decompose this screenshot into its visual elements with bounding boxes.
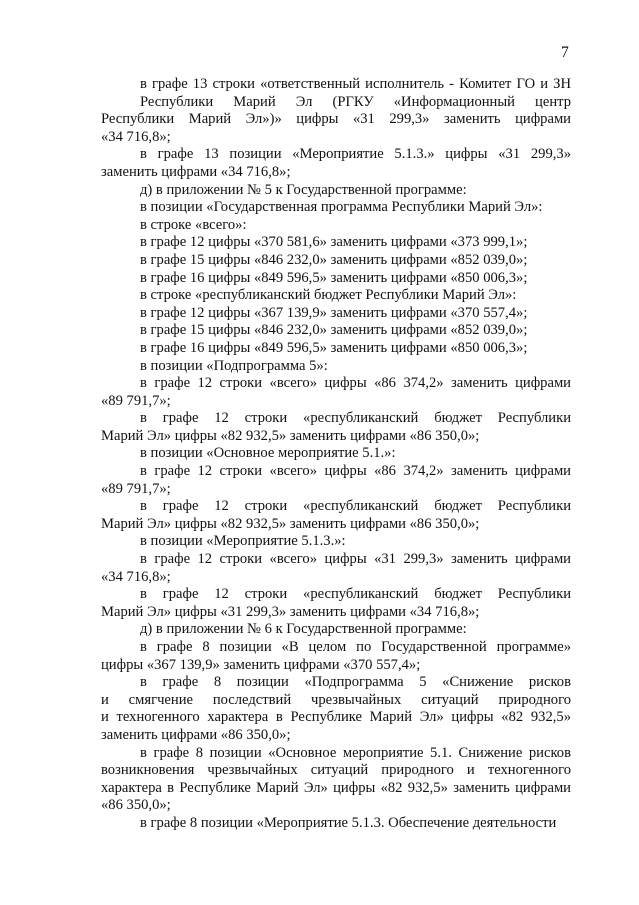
text-line: в позиции «Основное мероприятие 5.1.»: [140, 445, 396, 462]
text-line: в строке «республиканский бюджет Республики Марий Эл»: [140, 287, 517, 304]
text-line: в графе 16 цифры «849 596,5» заменить цифрами «850 006,3»; [140, 269, 528, 286]
text-line: Марий Эл» цифры «82 932,5» заменить цифрами «86 350,0»; [101, 427, 480, 444]
text-line: в графе 12 строки «республиканский бюджет Республики [140, 410, 571, 427]
text-line: в графе 15 цифры «846 232,0» заменить цифрами «852 039,0»; [140, 251, 528, 268]
text-line: в графе 8 позиции «В целом по Государственной программе» [140, 639, 571, 655]
text-line: заменить цифрами «34 716,8»; [101, 163, 291, 180]
text-line: возникновения чрезвычайных ситуаций природного и техногенного [101, 762, 571, 779]
text-line: д) в приложении № 6 к Государственной программе: [140, 621, 467, 638]
text-line: и техногенного характера в Республике Марий Эл» цифры «82 932,5» [101, 709, 571, 726]
text-line: в позиции «Подпрограмма 5»: [140, 357, 328, 374]
text-line: в графе 12 строки «всего» цифры «86 374,2» заменить цифрами [140, 463, 571, 480]
text-line: в графе 16 цифры «849 596,5» заменить цифрами «850 006,3»; [140, 339, 528, 356]
text-line: Республики Марий Эл»)» цифры «31 299,3» заменить цифрами [101, 111, 571, 128]
text-line: «86 350,0»; [101, 797, 171, 814]
text-line: «89 791,7»; [101, 392, 171, 409]
text-line: в графе 12 строки «республиканский бюджет Республики [140, 586, 571, 603]
text-line: Марий Эл» цифры «31 299,3» заменить цифрами «34 716,8»; [101, 603, 480, 620]
text-line: в графе 12 цифры «367 139,9» заменить цифрами «370 557,4»; [140, 304, 528, 321]
text-line: в графе 12 строки «всего» цифры «86 374,2» заменить цифрами [140, 375, 571, 392]
document-body [101, 76, 571, 833]
page-number: 7 [561, 44, 569, 61]
text-line: характера в Республике Марий Эл» цифры «82 932,5» заменить цифрами [101, 779, 571, 796]
text-line: заменить цифрами «86 350,0»; [101, 726, 291, 743]
text-line: д) в приложении № 5 к Государственной программе: [140, 181, 467, 198]
text-line: цифры «367 139,9» заменить цифрами «370 557,4»; [101, 656, 421, 673]
text-line: Марий Эл» цифры «82 932,5» заменить цифрами «86 350,0»; [101, 515, 480, 532]
text-line: «89 791,7»; [101, 480, 171, 497]
text-line: и смягчение последствий чрезвычайных ситуаций природного [101, 691, 571, 708]
text-line: в графе 12 строки «всего» цифры «31 299,3» заменить цифрами [140, 551, 571, 568]
text-line: «34 716,8»; [101, 128, 171, 145]
text-line: в графе 12 строки «республиканский бюджет Республики [140, 498, 571, 515]
text-line: в строке «всего»: [140, 216, 247, 233]
text-line: в графе 8 позиции «Основное мероприятие 5.1. Снижение рисков [140, 744, 571, 761]
text-line: в графе 13 позиции «Мероприятие 5.1.3.» цифры «31 299,3» [140, 146, 571, 163]
text-line: в графе 8 позиции «Мероприятие 5.1.3. Обеспечение деятельности [140, 814, 557, 831]
text-line: в позиции «Государственная программа Республики Марий Эл»: [140, 199, 543, 216]
text-line: «34 716,8»; [101, 568, 171, 585]
text-line: в позиции «Мероприятие 5.1.3.»: [140, 533, 346, 550]
text-line: Республики Марий Эл (РГКУ «Информационный центр [140, 93, 571, 110]
text-line: в графе 12 цифры «370 581,6» заменить цифрами «373 999,1»; [140, 234, 528, 251]
text-line: в графе 8 позиции «Подпрограмма 5 «Снижение рисков [140, 674, 571, 691]
text-line: в графе 15 цифры «846 232,0» заменить цифрами «852 039,0»; [140, 322, 528, 339]
text-line: в графе 13 строки «ответственный исполнитель - Комитет ГО и ЗН [140, 76, 571, 92]
